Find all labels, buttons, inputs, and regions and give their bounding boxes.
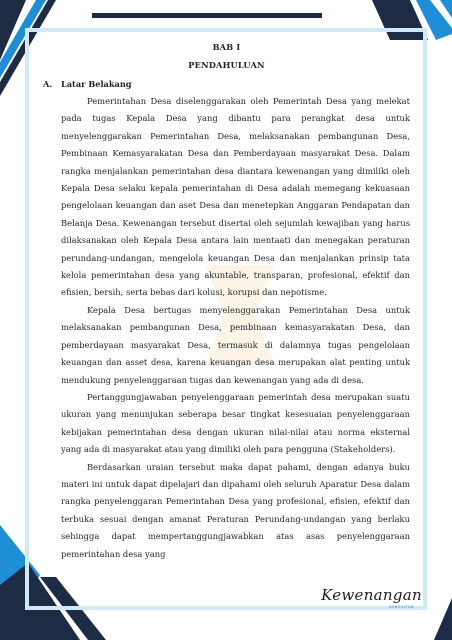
bottom-right-decoration <box>430 598 452 640</box>
section-title: Latar Belakang <box>61 79 132 89</box>
paragraph-2: Kepala Desa bertugas menyelenggarakan Pemerintahan Desa untuk melaksanakan pembangunan Desa, pembinaan kemasyarakatan Desa, dan pemberdayaan masyarakat Desa, termasuk di dalamnya tugas pengelolaan keuangan dan asset desa, karena keuangan desa merupakan alat penting untuk mendukung penyelenggaraan tugas dan kewenangan yang ada di desa. <box>61 304 410 385</box>
chapter-title: BAB I <box>212 42 241 52</box>
brand-signature-sub: KONSULTAN <box>388 605 414 609</box>
document-body <box>43 40 410 563</box>
brand-signature: Kewenangan <box>321 586 422 604</box>
section-heading <box>43 79 410 89</box>
chapter-subtitle: PENDAHULUAN <box>188 60 265 70</box>
paragraph-4: Berdasarkan uraian tersebut maka dapat pahami, dengan adanya buku materi ini untuk dapat dipelajari dan dipahami oleh seluruh Aparatur Desa dalam rangka penyelenggaran Pemerintahan Desa yang profesional, efisien, efektif dan terbuka sesuai dengan amanat Peraturan Perundang-undangan yang berlaku sehingga dapat mempertanggungjawabkan atas asas penyelenggaraan pemerintahan desa yang <box>61 461 410 559</box>
top-center-bar <box>92 13 322 19</box>
paragraph-1: Pemerintahan Desa diselenggarakan oleh Pemerintah Desa yang melekat pada tugas Kepala Desa yang dibantu para perangkat desa untuk menyelenggarakan Pemerintahan Desa, melaksanakan pembangunan Desa, Pembinaan Kemasyarakatan Desa dan Pemberdayaan masyarakat Desa. Dalam rangka menjalankan pemerintahan desa diantara kewenangan yang dimiliki oleh Kepala Desa selaku kepala pemerintahan di Desa adalah memegang kekuasaan pengelolaan keuangan dan aset Desa dan menetepkan Anggaran Pendapatan dan Belanja Desa. Kewenangan tersebut disertai oleh sejumlah kewajiban yang harus dilaksanakan oleh Kepala Desa antara lain mentaati dan menegakan peraturan perundang-undangan, mengelola keuangan Desa dan menjalankan prinsip tata kelola pemerintahan desa yang akuntable, transparan, profesional, efektif dan efisien, bersih, serta bebas dari kolusi, korupsi dan nepotisme. <box>61 96 410 298</box>
section-number: A. <box>43 79 53 89</box>
paragraph-3: Pertanggungjawaban penyelenggaraan pemerintah desa merupakan suatu ukuran yang menunjukan seberapa besar tingkat kesesuaian penyelenggaraan kebijakan pemerintahan desa dengan ukuran nilai-nilai atau norma eksternal yang ada di masyarakat atau yang dimiliki oleh para pengguna (Stakeholders). <box>61 391 410 455</box>
